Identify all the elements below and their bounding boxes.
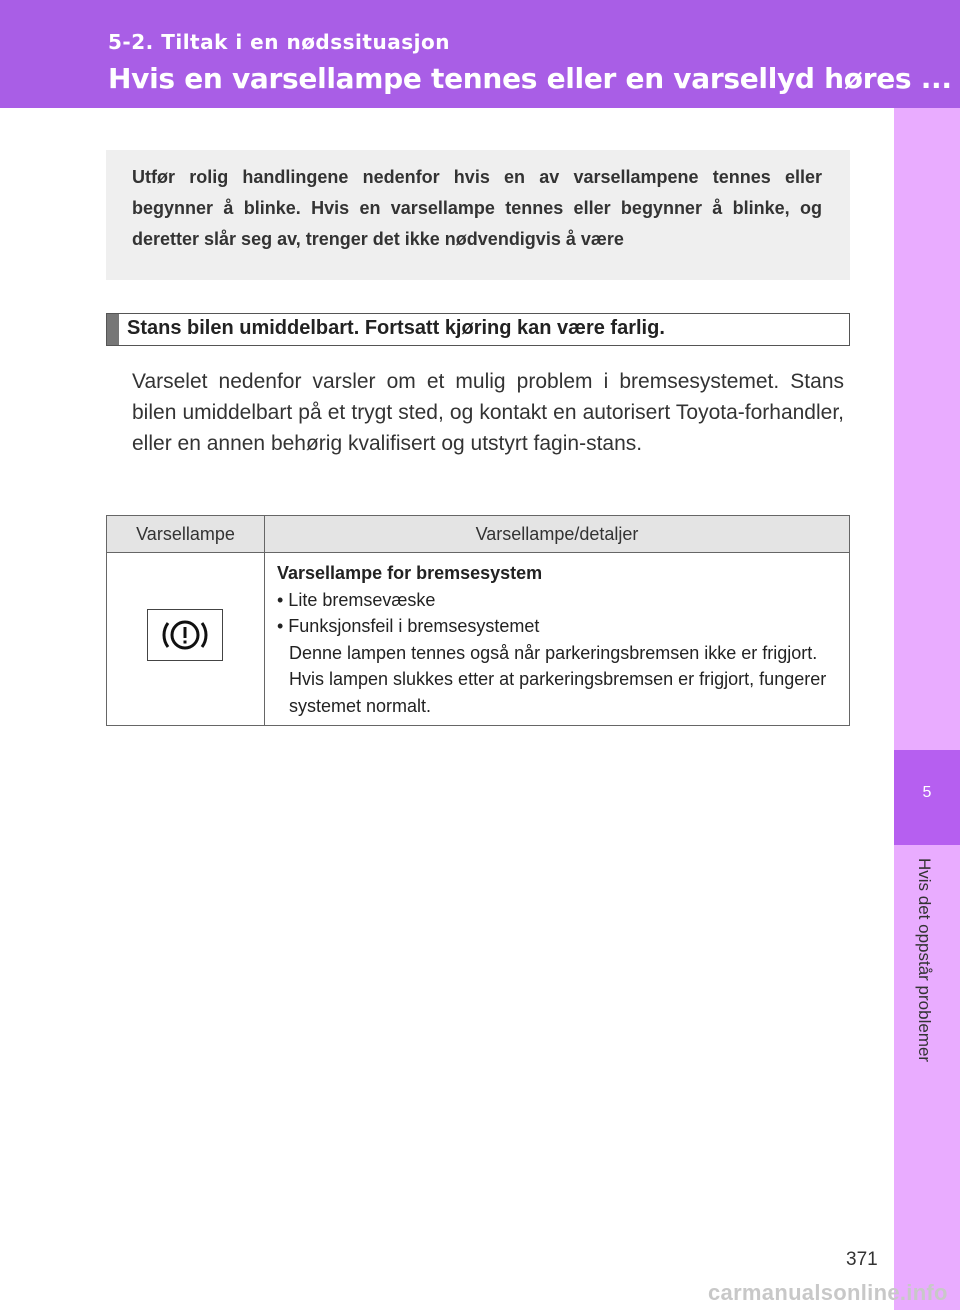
brake-warning-icon <box>147 609 223 661</box>
watermark: carmanualsonline.info <box>708 1280 948 1305</box>
body-paragraph: Varselet nedenfor varsler om et mulig problem i bremsesystemet. Stans bilen umiddelbart på et trygt sted, og kontakt en autorisert Toyota-forhandler, eller en annen behørig kvalifisert og utstyrt fagin-stans. <box>132 370 844 455</box>
warning-lamp-table <box>106 515 850 726</box>
chapter-label: Hvis det oppstår problemer <box>915 858 934 1063</box>
page-header <box>0 0 960 108</box>
warning-title: Stans bilen umiddelbart. Fortsatt kjøring kan være farlig. <box>127 317 665 339</box>
warning-heading <box>106 313 850 346</box>
list-item: • Lite bremsevæske <box>277 589 436 610</box>
lamp-icon-cell <box>107 553 265 726</box>
section-label: 5-2. Tiltak i en nødssituasjon <box>108 30 450 54</box>
lamp-detail-cell <box>265 553 850 726</box>
table-row <box>107 553 850 726</box>
table-header-cell: Varsellampe <box>107 516 265 553</box>
list-item: • Funksjonsfeil i bremsesystemet <box>277 616 540 636</box>
intro-box <box>106 150 850 280</box>
table-header-cell: Varsellampe/detaljer <box>265 516 850 553</box>
chapter-number: 5 <box>922 784 932 801</box>
intro-text: Utfør rolig handlingene nedenfor hvis en av varsellampene tennes eller begynner å blinke. Hvis en varsellampe tennes eller begynner å blinke, og deretter slår seg av, trenger det ikke nødvendigvis å være <box>132 167 822 249</box>
lamp-note: Denne lampen tennes også når parkeringsbremsen ikke er frigjort. Hvis lampen slukkes etter at parkeringsbremsen er frigjort, fungerer systemet normalt. <box>289 642 827 716</box>
chapter-side-tab <box>894 108 960 1310</box>
page-number: 371 <box>846 1249 878 1270</box>
page-heading: Hvis en varsellampe tennes eller en varsellyd høres ... <box>108 62 952 95</box>
lamp-title: Varsellampe for bremsesystem <box>277 563 543 583</box>
warning-accent <box>107 314 119 345</box>
table-header-row <box>107 516 850 553</box>
